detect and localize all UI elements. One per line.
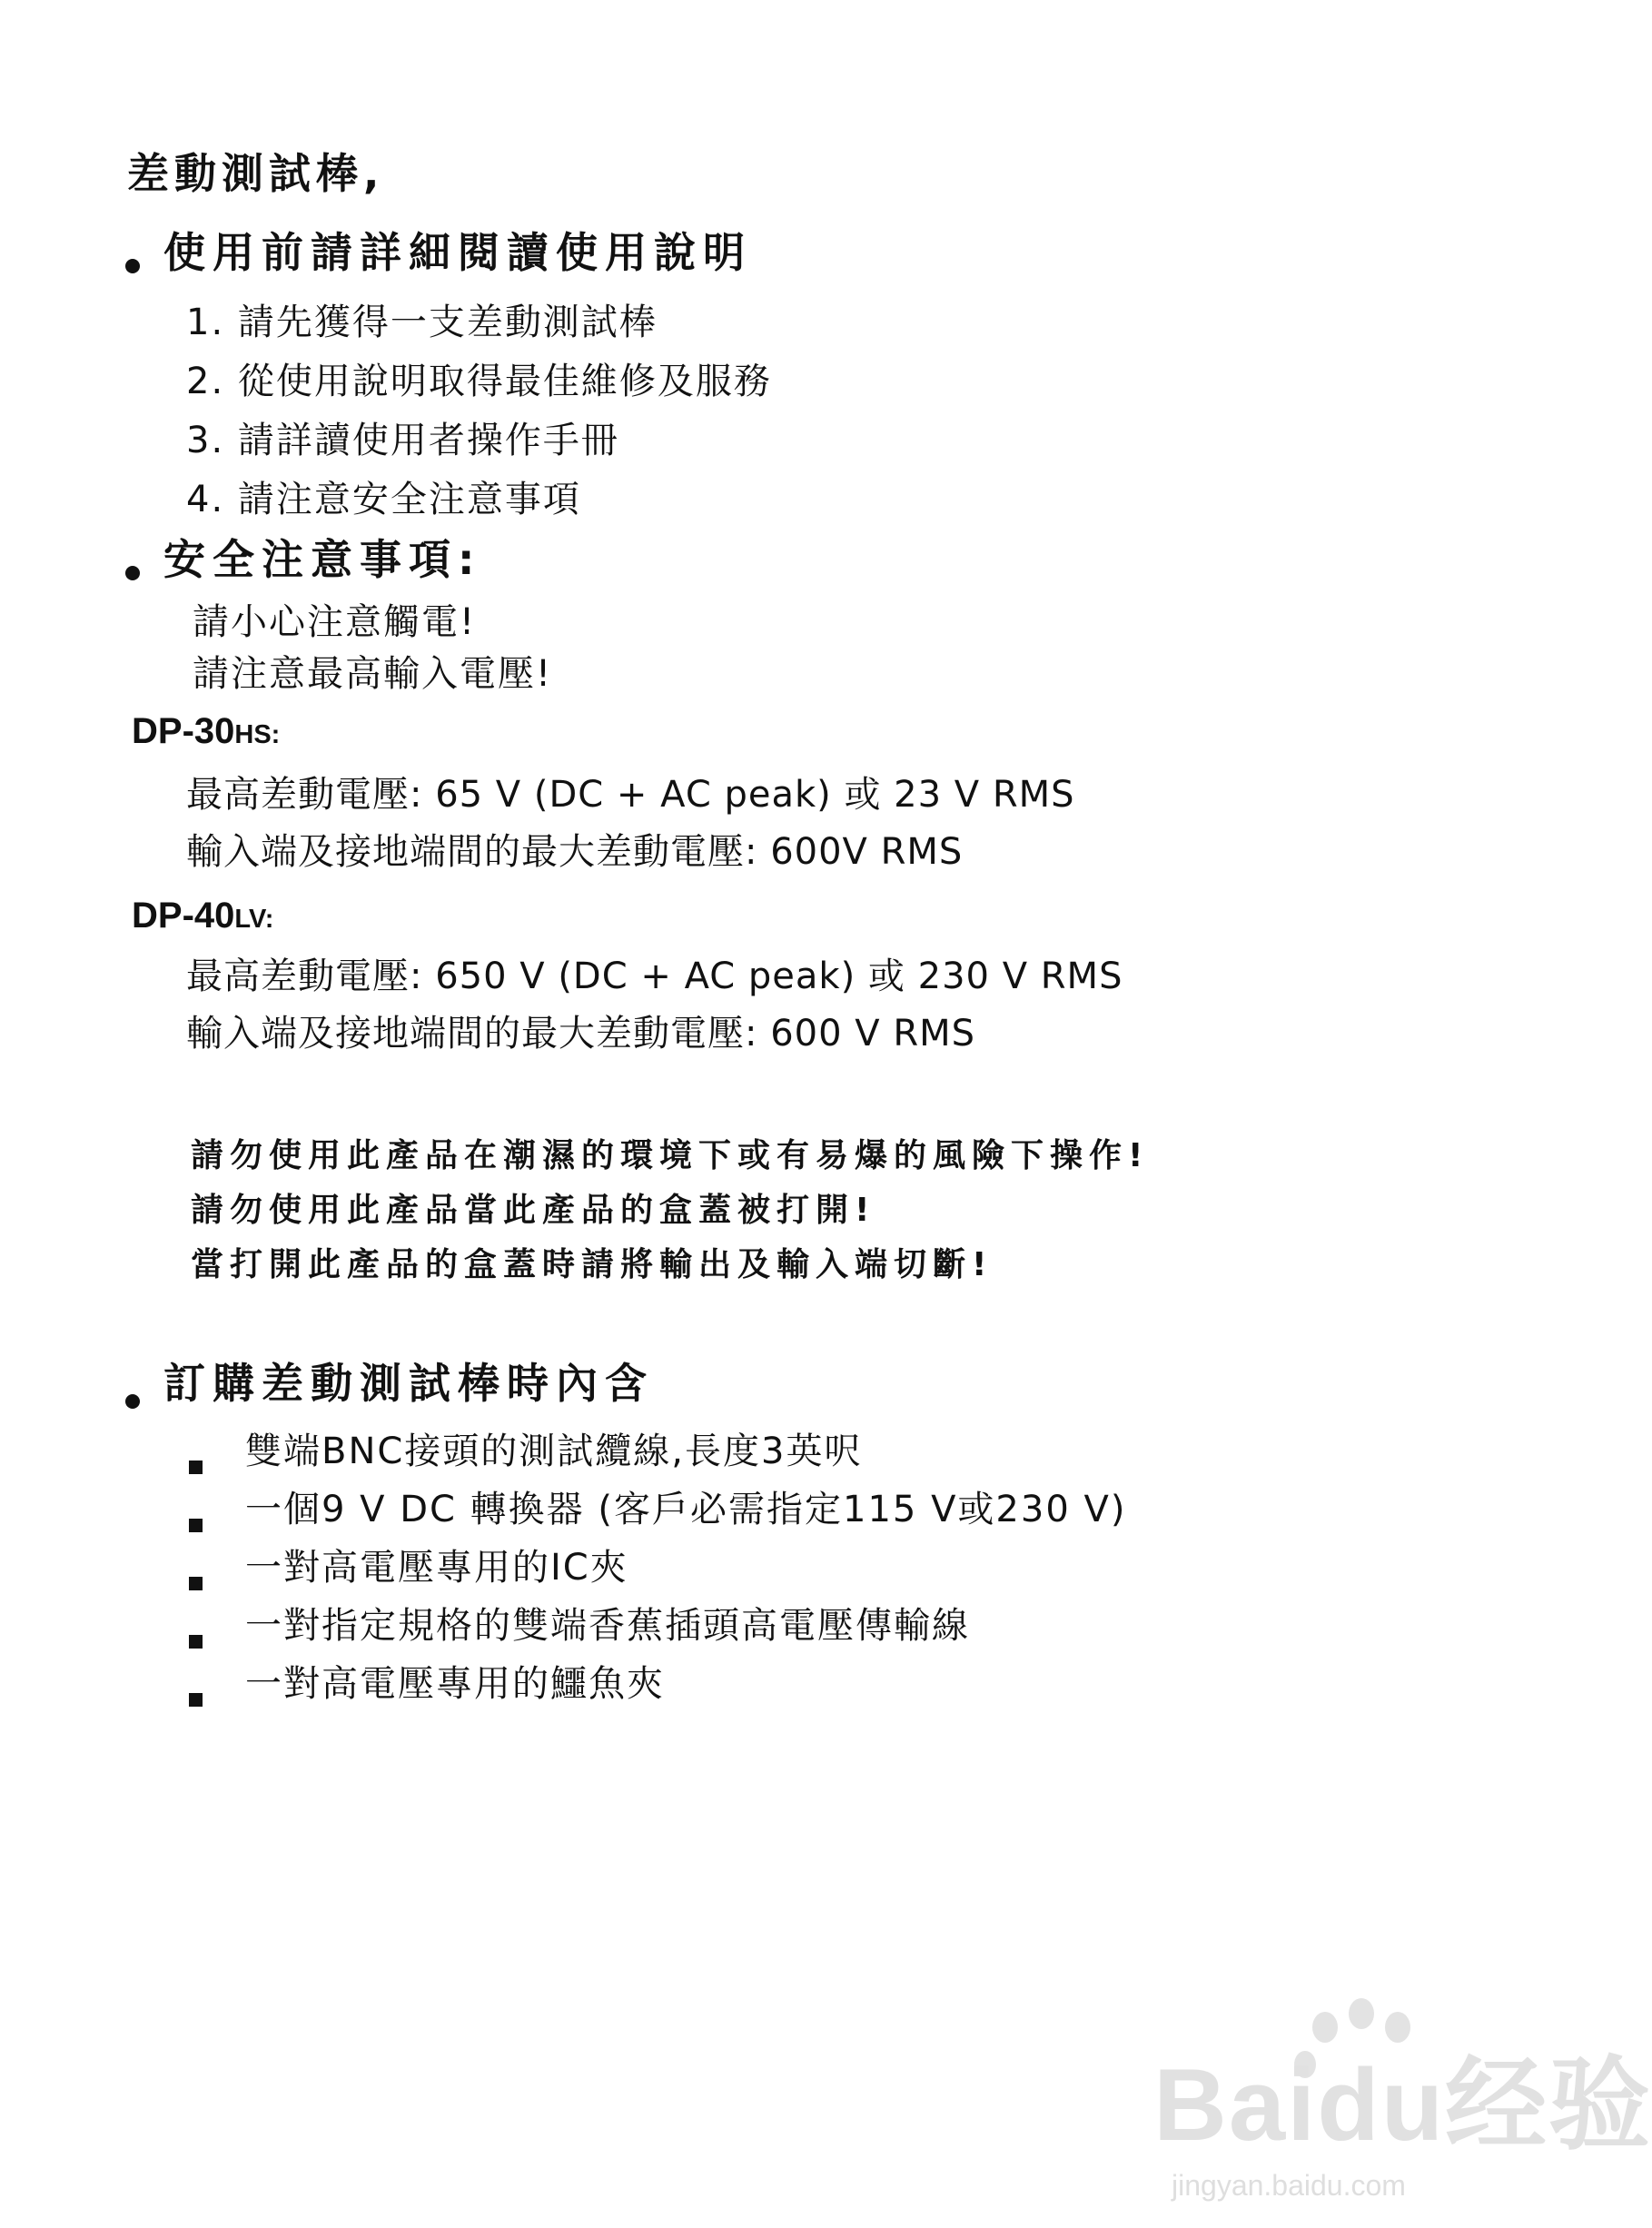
model-heading-dp30 — [132, 713, 280, 749]
section-heading-read: 使用前請詳細閱讀使用說明 — [163, 228, 752, 277]
list-item: 3. 請詳讀使用者操作手冊 — [186, 420, 619, 461]
section-heading-contents: 訂購差動測試棒時內含 — [163, 1359, 654, 1408]
document-title: 差動測試棒, — [127, 149, 385, 198]
list-item: 4. 請注意安全注意事項 — [186, 479, 581, 520]
list-item: 1. 請先獲得一支差動測試棒 — [186, 302, 658, 343]
list-item: 2. 從使用說明取得最佳維修及服務 — [186, 361, 772, 402]
safety-item: 請小心注意觸電! — [193, 601, 477, 643]
spec-line: 最高差動電壓: 650 V (DC + AC peak) 或 230 V RMS — [186, 956, 1123, 997]
square-bullet-icon — [189, 1693, 203, 1707]
section-heading-safety: 安全注意事項: — [163, 535, 482, 584]
spec-line: 最高差動電壓: 65 V (DC + AC peak) 或 23 V RMS — [186, 774, 1075, 816]
bullet-dot-icon — [125, 259, 140, 273]
watermark-url: jingyan.baidu.com — [1172, 2169, 1406, 2202]
warning-line: 請勿使用此產品在潮濕的環境下或有易爆的風險下操作! — [191, 1137, 1150, 1174]
model-suffix: HS: — [234, 720, 281, 749]
contents-item: 雙端BNC接頭的測試纜線,長度3英呎 — [245, 1431, 863, 1472]
model-name: DP-30 — [132, 711, 235, 751]
spec-line: 輸入端及接地端間的最大差動電壓: 600V RMS — [186, 831, 964, 873]
square-bullet-icon — [189, 1519, 203, 1532]
bullet-dot-icon — [125, 566, 140, 580]
contents-item: 一對指定規格的雙端香蕉插頭高電壓傳輸線 — [245, 1605, 970, 1647]
contents-item: 一對高電壓專用的IC夾 — [245, 1547, 628, 1589]
square-bullet-icon — [189, 1577, 203, 1590]
contents-item: 一個9 V DC 轉換器 (客戶必需指定115 V或230 V) — [245, 1489, 1127, 1530]
contents-item: 一對高電壓專用的鱷魚夾 — [245, 1663, 665, 1705]
square-bullet-icon — [189, 1461, 203, 1474]
safety-item: 請注意最高輸入電壓! — [193, 653, 553, 695]
warning-line: 請勿使用此產品當此產品的盒蓋被打開! — [191, 1192, 876, 1229]
bullet-dot-icon — [125, 1394, 140, 1409]
watermark-logo: Baidu经验 — [1153, 2048, 1652, 2162]
model-name: DP-40 — [132, 896, 235, 936]
model-heading-dp40 — [132, 897, 273, 934]
model-suffix: LV: — [234, 905, 274, 934]
square-bullet-icon — [189, 1635, 203, 1649]
warning-line: 當打開此產品的盒蓋時請將輸出及輸入端切斷! — [191, 1246, 994, 1283]
spec-line: 輸入端及接地端間的最大差動電壓: 600 V RMS — [186, 1013, 976, 1055]
